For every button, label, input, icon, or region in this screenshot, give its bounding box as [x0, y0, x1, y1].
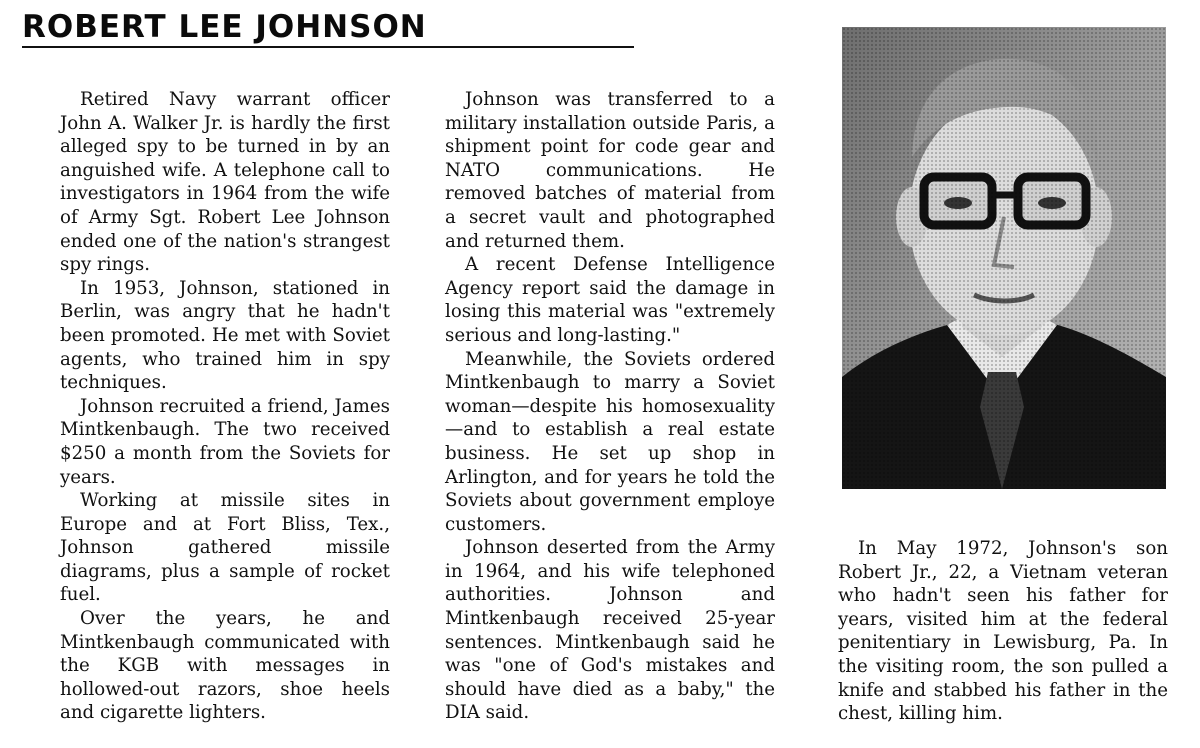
headline-block: [22, 8, 634, 48]
paragraph: Johnson recruited a friend, James Mintkenbaugh. The two received $250 a month from the Soviets for years.: [60, 395, 390, 488]
caption-column: [838, 537, 1168, 726]
paragraph: In May 1972, Johnson's son Robert Jr., 22, a Vietnam veteran who hadn't seen his father for years, visited him at the federal penitentiary in Lewisburg, Pa. In the visiting room, the son pulled a knife and stabbed his father in the chest, killing him.: [838, 538, 1168, 725]
paragraph: Over the years, he and Mintkenbaugh communicated with the KGB with messages in hollowed-out razors, shoe heels and cigarette lighters.: [60, 608, 390, 724]
paragraph: Johnson deserted from the Army in 1964, and his wife telephoned authorities. Johnson and Mintkenbaugh received 25-year sentences. Mintkenbaugh said he was "one of God's mistakes and should have died as a baby," the DIA said.: [445, 537, 775, 724]
halftone-overlay: [842, 27, 1166, 489]
article-column-2: [445, 88, 775, 725]
paragraph: Retired Navy warrant officer John A. Walker Jr. is hardly the first alleged spy to be turned in by an anguished wife. A telephone call to investigators in 1964 from the wife of Army Sgt. Robert Lee Johnson ended one of the nation's strangest spy rings.: [60, 89, 390, 276]
paragraph: In 1953, Johnson, stationed in Berlin, was angry that he hadn't been promoted. He met with Soviet agents, who trained him in spy techniques.: [60, 277, 390, 394]
paragraph: Working at missile sites in Europe and at Fort Bliss, Tex., Johnson gathered missile diagrams, plus a sample of rocket fuel.: [60, 490, 390, 606]
paragraph: A recent Defense Intelligence Agency report said the damage in losing this material was "extremely serious and long-lasting.": [445, 254, 775, 346]
paragraph: Meanwhile, the Soviets ordered Mintkenbaugh to marry a Soviet woman—despite his homosexuality—and to establish a real estate business. He set up shop in Arlington, and for years he told the Soviets about government employe customers.: [445, 348, 775, 535]
portrait-photo: [842, 27, 1166, 489]
headline: ROBERT LEE JOHNSON: [22, 9, 427, 45]
article-column-1: [60, 88, 390, 725]
paragraph: Johnson was transferred to a military installation outside Paris, a shipment point for code gear and NATO communications. He removed batches of material from a secret vault and photographed and returned them.: [445, 89, 775, 252]
